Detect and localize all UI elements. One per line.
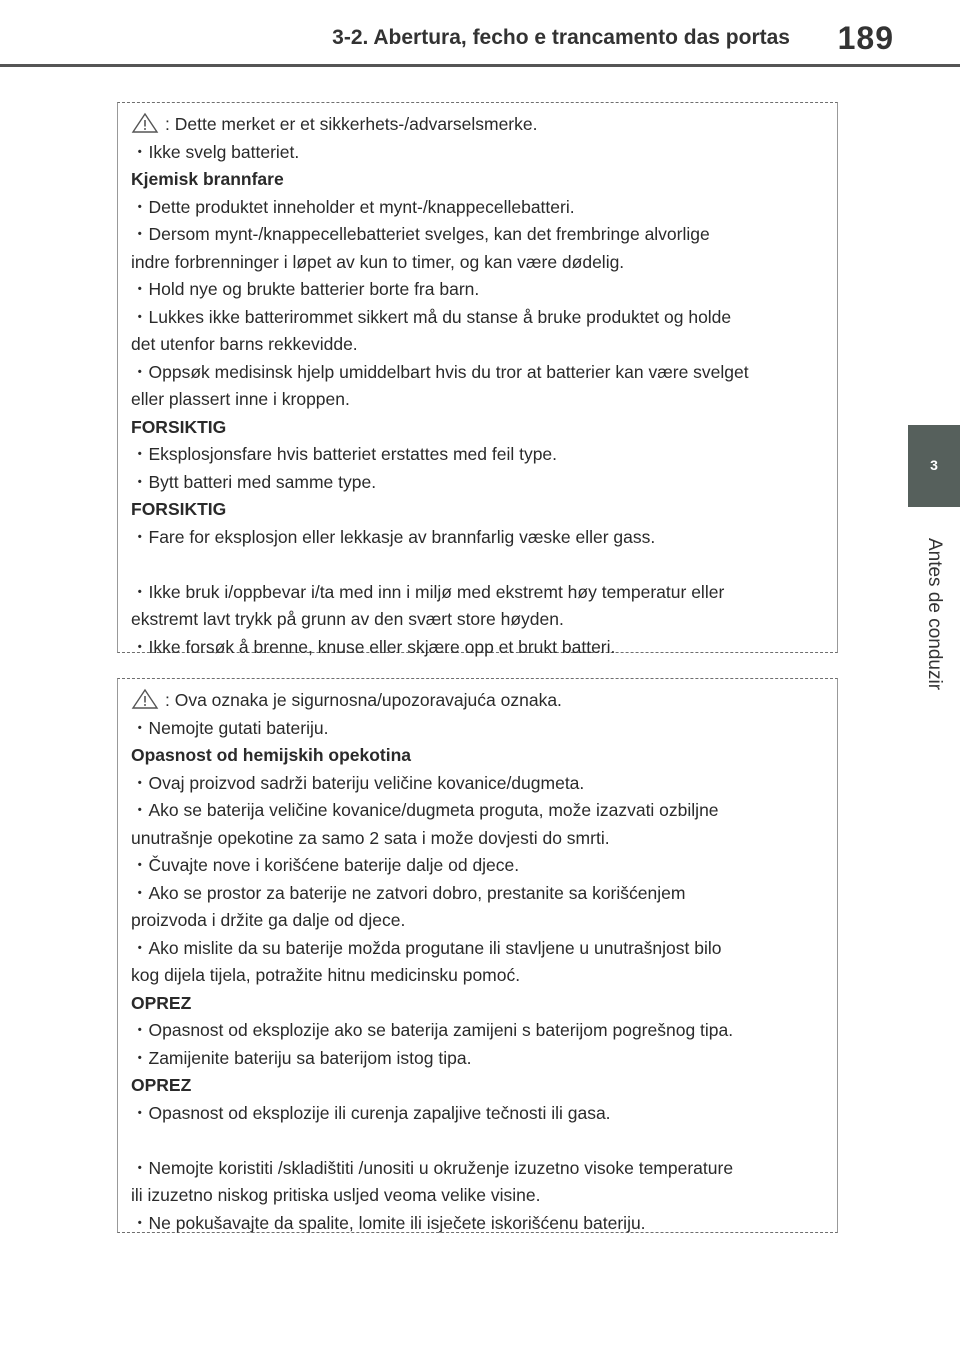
body-line: ・Dersom mynt-/knappecellebatteriet svelges, kan det frembringe alvorlige (131, 224, 710, 244)
body-line: ・Zamijenite bateriju sa baterijom istog tipa. (131, 1047, 472, 1068)
warning-box-content (131, 111, 829, 661)
body-line: ekstremt lavt trykk på grunn av den svært store høyden. (131, 609, 564, 629)
body-line: eller plassert inne i kroppen. (131, 389, 350, 409)
body-line: proizvoda i držite ga dalje od djece. (131, 910, 406, 930)
body-line: ・Lukkes ikke batterirommet sikkert må du stanse å bruke produktet og holde (131, 306, 732, 327)
header-rule (0, 64, 960, 67)
subheading: FORSIKTIG (131, 499, 227, 519)
body-line: ・Oppsøk medisinsk hjelp umiddelbart hvis du tror at batterier kan være svelget (131, 361, 749, 382)
chapter-number: 3 (930, 457, 938, 473)
warning-triangle-icon (131, 112, 159, 143)
section-title: 3-2. Abertura, fecho e trancamento das portas (332, 26, 790, 49)
body-line: ・Nemojte gutati bateriju. (131, 717, 329, 738)
body-line: ・Eksplosjonsfare hvis batteriet erstattes med feil type. (131, 444, 558, 464)
body-line: ・Ako se prostor za baterije ne zatvori dobro, prestanite sa korišćenjem (131, 882, 686, 903)
warning-intro-line (131, 111, 829, 139)
blank-line (131, 1127, 829, 1155)
chapter-label: Antes de conduzir (924, 537, 945, 691)
body-line: ・Ovaj proizvod sadrži bateriju veličine kovanice/dugmeta. (131, 772, 585, 793)
body-line: ・Čuvajte nove i korišćene baterije dalje od djece. (131, 855, 520, 875)
blank-line (131, 551, 829, 579)
subheading: OPREZ (131, 992, 192, 1013)
body-line: ・Ikke forsøk å brenne, knuse eller skjære opp et brukt batteri. (131, 636, 616, 657)
body-line: ・Ne pokušavajte da spalite, lomite ili isječete iskorišćenu bateriju. (131, 1212, 646, 1233)
body-line: ・Fare for eksplosjon eller lekkasje av brannfarlig væske eller gass. (131, 526, 656, 547)
warning-intro-text: : Ova oznaka je sigurnosna/upozoravajuća oznaka. (165, 690, 562, 710)
subheading: FORSIKTIG (131, 416, 227, 437)
body-line: ・Hold nye og brukte batterier borte fra barn. (131, 279, 480, 299)
warning-box-bosnian (117, 678, 838, 1233)
subheading: OPREZ (131, 1075, 192, 1095)
body-line: unutrašnje opekotine za samo 2 sata i može dovjesti do smrti. (131, 827, 610, 848)
warning-box-content (131, 687, 829, 1237)
body-line: indre forbrenninger i løpet av kun to timer, og kan være dødelig. (131, 251, 625, 272)
warning-intro-text: : Dette merket er et sikkerhets-/advarselsmerke. (165, 114, 538, 134)
body-line: kog dijela tijela, potražite hitnu medicinsku pomoć. (131, 965, 521, 985)
page-number: 189 (837, 20, 894, 56)
page-header (0, 0, 960, 66)
body-line: ・Ako mislite da su baterije možda progutane ili stavljene u unutrašnjost bilo (131, 937, 722, 958)
body-line: ・Dette produktet inneholder et mynt-/knappecellebatteri. (131, 196, 575, 217)
chapter-tab (908, 425, 960, 507)
body-line: det utenfor barns rekkevidde. (131, 334, 358, 354)
body-line: ・Ikke bruk i/oppbevar i/ta med inn i miljø med ekstremt høy temperatur eller (131, 581, 725, 602)
body-line: ili izuzetno niskog pritiska usljed veoma velike visine. (131, 1185, 541, 1205)
warning-triangle-icon (131, 688, 159, 719)
body-line: ・Ako se baterija veličine kovanice/dugmeta proguta, može izazvati ozbiljne (131, 800, 719, 820)
warning-box-norwegian (117, 102, 838, 657)
body-line: ・Bytt batteri med samme type. (131, 471, 377, 492)
body-line: ・Opasnost od eksplozije ili curenja zapaljive tečnosti ili gasa. (131, 1102, 611, 1123)
body-line: ・Opasnost od eksplozije ako se baterija zamijeni s baterijom pogrešnog tipa. (131, 1020, 734, 1040)
subheading: Kjemisk brannfare (131, 169, 284, 189)
subheading: Opasnost od hemijskih opekotina (131, 745, 412, 765)
body-line: ・Nemojte koristiti /skladištiti /unositi u okruženje izuzetno visoke temperature (131, 1157, 734, 1178)
body-line: ・Ikke svelg batteriet. (131, 141, 300, 162)
warning-intro-line (131, 687, 829, 715)
